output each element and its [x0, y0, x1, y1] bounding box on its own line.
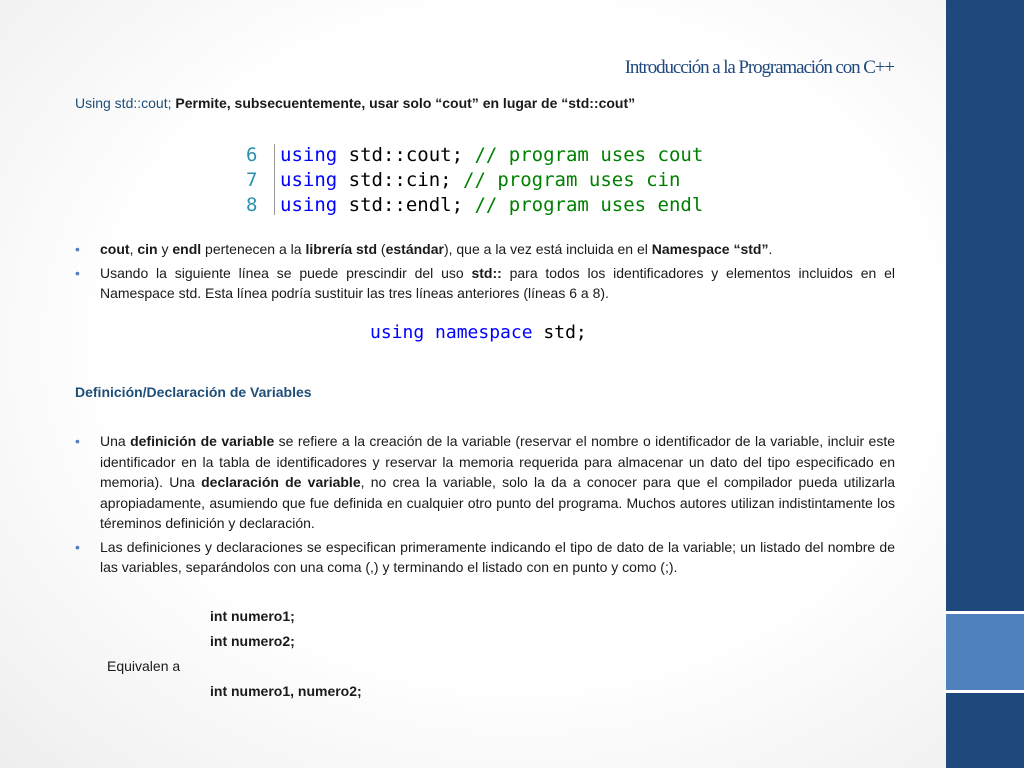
bold-term: estándar — [385, 241, 444, 257]
line-number: 6 — [246, 143, 258, 166]
code-line — [246, 192, 703, 217]
equivalen-label: Equivalen a — [107, 658, 181, 674]
bullet-icon: • — [75, 433, 80, 449]
text-run: ), que a la vez está incluida en el — [443, 241, 652, 257]
bullet-icon: • — [75, 241, 80, 257]
text-run: para todos los identificadores y elementos incluidos en el Namespace std. Esta línea podría sustituir las tres líneas anteriores (líneas 6 a 8). — [100, 264, 896, 301]
text-run: Las definiciones y declaraciones se especifican primeramente indicando el tipo de dato de la variable; un listado del nombre de las variables, separándolos con una coma (,) y terminando el listado con en punto y como (;). — [100, 538, 895, 575]
bold-term: std:: — [471, 264, 502, 281]
bold-term: definición de variable — [130, 433, 275, 449]
section-heading: Definición/Declaración de Variables — [75, 384, 312, 400]
line-number: 8 — [246, 193, 258, 216]
code-keyword: using — [280, 168, 338, 191]
side-band-accent — [946, 614, 1024, 690]
text-run: pertenecen a la — [201, 241, 306, 257]
text-run: y — [157, 241, 173, 257]
bold-term: librería std — [305, 241, 378, 257]
slide-title: Introducción a la Programación con C++ — [624, 57, 894, 78]
text-run: Usando la siguiente línea se puede prescindir del uso — [100, 264, 472, 281]
side-band-divider — [946, 690, 1024, 693]
bold-term: Namespace “std” — [651, 241, 769, 257]
namespace-code — [370, 322, 587, 343]
text-run: , no crea la variable, solo la da a conocer para que el compilador pueda utilizarla apropiadamente, asumiendo que fue definida en cualquier otro punto del programa. Muchos autores utilizan indistintamente los téreminos definición y declaración. — [100, 474, 896, 531]
line-number: 7 — [246, 168, 258, 191]
side-band-divider — [946, 611, 1024, 614]
text-run: ( — [377, 241, 386, 257]
example-line-1: int numero1; — [210, 608, 295, 624]
code-keyword: using — [280, 193, 338, 216]
bullet-item — [75, 431, 895, 534]
text-run: Una — [100, 433, 131, 449]
code-text: std::cin; — [337, 168, 464, 191]
text-run: , — [129, 241, 138, 257]
code-text: std::endl; — [337, 193, 475, 216]
code-text: std::cout; — [337, 143, 475, 166]
using-intro-code: Using std::cout; — [75, 95, 172, 111]
code-snippet — [246, 142, 703, 217]
code-comment: // program uses cin — [463, 168, 681, 191]
code-gutter-divider — [274, 144, 275, 215]
bullet-list-std — [75, 239, 895, 307]
using-intro — [75, 93, 635, 113]
text-run: . — [768, 241, 773, 257]
code-line — [246, 142, 703, 167]
bold-term: declaración de variable — [201, 474, 361, 490]
bold-term: cout — [100, 241, 130, 257]
code-comment: // program uses cout — [474, 143, 704, 166]
using-intro-description: Permite, subsecuentemente, usar solo “cout” en lugar de “std::cout” — [171, 95, 636, 111]
bullet-icon: • — [75, 538, 80, 555]
example-line-3: int numero1, numero2; — [210, 683, 362, 699]
bullet-list-variables — [75, 431, 895, 581]
code-keyword: using namespace — [370, 322, 533, 343]
text-run: se refiere a la creación de la variable (reservar el nombre o identificador de la variable, incluir este identificador en la tabla de identificadores y reservar la memoria requerida para almacenar un dato del tipo especificado en memoria). Una — [100, 433, 896, 490]
code-comment: // program uses endl — [474, 193, 704, 216]
code-text: std; — [532, 322, 587, 343]
bullet-icon: • — [75, 264, 80, 281]
bullet-item — [75, 239, 895, 260]
bold-term: endl — [172, 241, 202, 257]
bullet-item — [75, 263, 895, 304]
example-line-2: int numero2; — [210, 633, 295, 649]
code-line — [246, 167, 703, 192]
bullet-item — [75, 537, 895, 578]
code-keyword: using — [280, 143, 338, 166]
bold-term: cin — [137, 241, 158, 257]
